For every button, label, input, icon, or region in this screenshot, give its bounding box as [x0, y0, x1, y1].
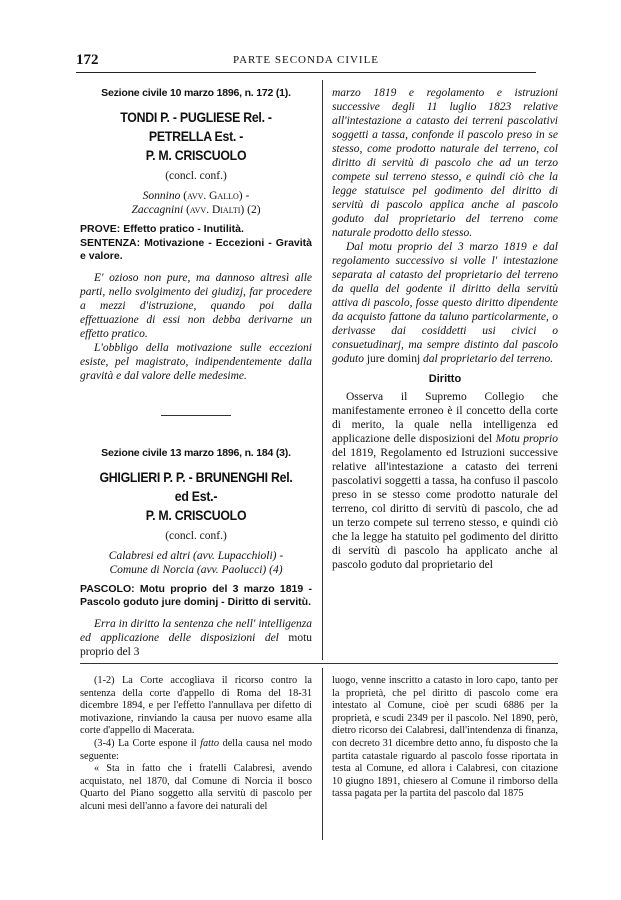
case1-parties-2: P. M. CRISCUOLO: [145, 147, 247, 163]
footnote-3-4-quote: « Sta in fatto che i fratelli Calabresi, avendo acquistato, nel 1870, dal Comune di Norcia il bosco Quarto del Piano soggetto alla servitù di pascolo per alcuni mesi dell'anno a favore dei naturali del: [80, 763, 312, 812]
case1-massima-2: L'obbligo della motivazione sulle eccezioni esiste, pel magistrato, indipendentemente dalla gravità e dal valore delle medesime.: [80, 341, 312, 382]
case2-parties-1: GHIGLIERI P. P. - BRUNENGHI Rel. ed Est.-: [99, 468, 293, 504]
case1-massima-1: E' ozioso non pure, ma dannoso altresì alle parti, nello svolgimento dei giudizj, far procedere a mezzi d'istruzione, quando poi dalla effettuazione di essi non debba derivarne un effetto pratico.: [80, 271, 312, 340]
case1-litigants-2: Zaccagnini (avv. Dialti) (2): [131, 204, 261, 216]
case-separator: [161, 415, 231, 416]
case1-section: Sezione civile 10 marzo 1896, n. 172 (1).: [101, 87, 291, 99]
case2-litigants-1: Calabresi ed altri (avv. Lupacchioli) -: [108, 549, 284, 562]
case1-keyword-1: PROVE: Effetto pratico - Inutilità.: [80, 223, 244, 235]
case2-massima-start: Erra in diritto la sentenza che nell' intelligenza ed applicazione delle disposizioni del motu proprio del 3: [80, 617, 313, 658]
footnote-rule: [80, 663, 558, 664]
footnote-1-2: (1-2) La Corte accogliava il ricorso contro la sentenza della corte d'appello di Roma del 18-31 dicembre 1894, e per l'effetto l'annullava per difetto di motivazione, rinviando la causa per nuovo esame alla corte d'appello di Macerata.: [80, 675, 312, 737]
right-column: [332, 86, 558, 572]
left-column: [80, 86, 312, 659]
case2-massima-cont: marzo 1819 e regolamento e istruzioni successive degli 11 luglio 1823 relative all'intestazione a catasto dei terreni pascolativi soggetti a tassa, confonde il pascolo preso in se stesso, come prodotto naturale del terreno, col diritto di servitù di pascolo che ad un terzo compete sul terreno stesso, e quindi ciò che la legge statuisce pel godimento del diritto di servitù di pascolo applica anche al pascolo goduto dal proprietario del terreno come naturale prodotto dello stesso.: [332, 87, 558, 239]
case2-massima-cont2: Dal motu proprio del 3 marzo 1819 e dal regolamento successivo si volle l' intestazione separata al catasto del proprietario del terreno da quella del godente il diritto della servitù attiva di pascolo, fosse questo diritto dipendente da acquisto fattone da taluno particolarmente, o derivasse dai cosiddetti usi civici o consuetudinarj, ma sempre distinto dal pascolo goduto jure dominj dal proprietario del terreno.: [332, 241, 558, 365]
case1-parties-1: TONDI P. - PUGLIESE Rel. - PETRELLA Est. -: [120, 109, 272, 144]
page-header: [76, 50, 536, 73]
diritto-heading: Diritto: [428, 373, 462, 385]
footnote-3-4: (3-4) La Corte espone il fatto della causa nel modo seguente:: [80, 737, 313, 762]
case2-conclusion: (concl. conf.): [165, 529, 227, 542]
footnotes-left: [80, 675, 312, 814]
footnote-column-divider: [322, 668, 323, 840]
column-divider: [322, 80, 323, 660]
case2-litigants-2: Comune di Norcia (avv. Paolucci) (4): [109, 563, 283, 576]
case1-conclusion: (concl. conf.): [165, 170, 227, 182]
case2-parties-2: P. M. CRISCUOLO: [145, 506, 247, 523]
case2-keyword: PASCOLO: Motu proprio del 3 marzo 1819 - Pascolo goduto jure dominj - Diritto di servitù.: [80, 582, 312, 608]
page-number: 172: [76, 52, 99, 68]
case1-keyword-2: SENTENZA: Motivazione - Eccezioni - Gravità e valore.: [80, 236, 312, 262]
case1-litigants-1: Sonnino (avv. Gallo) -: [142, 190, 250, 202]
footnotes-right: [332, 675, 558, 801]
diritto-body: Osserva il Supremo Collegio che manifestamente erroneo è il concetto della corte di merito, la quale nella intelligenza ed applicazione delle disposizioni del Motu proprio del 1819, Regolamento ed Istruzioni successive relative all'intestazione a catasto dei terreni pascolativi soggetti a tassa, ha confuso il pascolo preso in se stesso come prodotto naturale del terreno, col diritto di servitù di pascolo, che ad un terzo compete sul terreno stesso, e quindi ciò che la legge ha statuito pel godimento del diritto di servitù di pascolo ha applicato anche al pascolo goduto dal proprietario del: [332, 391, 558, 571]
case2-section: Sezione civile 13 marzo 1896, n. 184 (3).: [101, 446, 291, 459]
running-head: PARTE SECONDA CIVILE: [232, 54, 380, 66]
footnote-continuation: luogo, venne inscritto a catasto in loro capo, tanto per la proprietà, che pel diritto di pascolo come era intestato al Comune, cioè per scudi 6886 per la proprietà, e scudi 2349 per il pascolo. Nel 1890, però, dietro ricorso dei Calabresi, dall'intendenza di finanza, con decreto 31 dicembre detto anno, fu disposto che la partita catastale riguardo al pascolo fosse riportata in testa al Comune, ed allora i Calabresi, con citazione 10 giugno 1891, chiesero al Comune il rimborso della tassa pagata per la partita del pascolo dal 1875: [332, 675, 558, 800]
